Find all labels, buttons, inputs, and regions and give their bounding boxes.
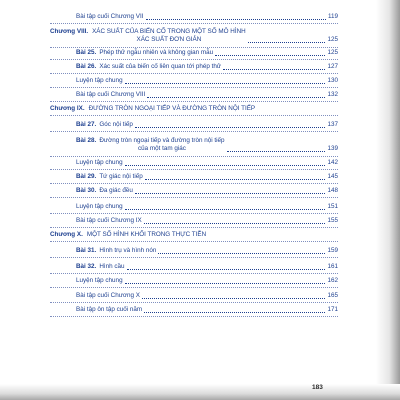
entry-page: 159: [327, 247, 338, 254]
lesson-number: Bài 27.: [76, 121, 97, 128]
toc-entry[interactable]: [76, 159, 338, 167]
toc-entry[interactable]: [76, 137, 338, 153]
lesson-number: Bài 31.: [76, 247, 97, 254]
entry-title: Bài tập cuối Chương IX: [76, 217, 142, 224]
toc-entry[interactable]: [76, 77, 338, 85]
lesson-number: Bài 30.: [76, 187, 97, 194]
page-edge-shadow: [376, 0, 400, 400]
dot-leader: [144, 312, 325, 313]
entry-page: 161: [327, 263, 338, 270]
chapter-title: MỘT SỐ HÌNH KHỐI TRONG THỰC TIỄN: [86, 231, 207, 238]
entry-title: Hình trụ và hình nón: [99, 247, 157, 254]
entry-page: 125: [327, 49, 338, 56]
separator: [50, 169, 338, 170]
lesson-number: Bài 28.: [76, 137, 97, 144]
toc-entry[interactable]: [76, 173, 338, 181]
toc-entry[interactable]: [76, 63, 338, 71]
dot-leader: [142, 298, 325, 299]
entry-title-line1: Đường tròn ngoại tiếp và đường tròn nội tiếp: [99, 137, 225, 144]
separator: [50, 287, 338, 288]
separator: [50, 227, 338, 228]
dot-leader: [227, 151, 326, 152]
entry-title: Bài tập cuối Chương VIII: [76, 91, 146, 98]
entry-page: 151: [327, 203, 338, 210]
entry-title: Đa giác đều: [99, 187, 133, 194]
entry-page: 165: [327, 292, 338, 299]
entry-title: Bài tập ôn tập cuối năm: [76, 306, 143, 313]
entry-title: Góc nội tiếp: [99, 121, 133, 128]
separator: [50, 241, 338, 242]
separator: [50, 23, 338, 24]
entry-page: 127: [327, 63, 338, 70]
chapter-number: Chương VIII.: [50, 28, 89, 35]
chapter-title: [92, 28, 246, 44]
toc-entry[interactable]: [76, 121, 338, 129]
toc-entry[interactable]: [76, 292, 338, 300]
entry-title: Xác suất của biến cố liên quan tới phép thử: [99, 63, 222, 70]
chapter-number: Chương X.: [50, 231, 83, 238]
page-number: 183: [312, 384, 323, 391]
entry-title: Tứ giác nội tiếp: [99, 173, 143, 180]
page-bottom-shadow: [0, 384, 400, 400]
entry-page: 139: [327, 145, 338, 152]
separator: [50, 115, 338, 116]
entry-title: Bài tập cuối Chương X: [76, 292, 141, 299]
separator: [50, 73, 338, 74]
separator: [50, 302, 338, 303]
entry-title: [99, 137, 224, 153]
separator: [50, 87, 338, 88]
chapter-title-line2: XÁC SUẤT ĐƠN GIẢN: [136, 36, 202, 43]
entry-title: Luyện tập chung: [76, 77, 123, 84]
toc-entry[interactable]: [76, 49, 338, 57]
entry-page: 148: [327, 187, 338, 194]
chapter-heading[interactable]: [50, 28, 338, 44]
dot-leader: [144, 223, 326, 224]
toc-entry[interactable]: [76, 217, 338, 225]
entry-title: Hình cầu: [99, 263, 125, 270]
entry-title: Phép thử ngẫu nhiên và không gian mẫu: [99, 49, 214, 56]
separator: [50, 316, 338, 317]
lesson-number: Bài 26.: [76, 63, 97, 70]
entry-page: 155: [327, 217, 338, 224]
entry-page: 119: [327, 13, 338, 20]
chapter-heading[interactable]: [50, 231, 338, 239]
toc-entry[interactable]: [76, 277, 338, 285]
entry-page: 162: [327, 277, 338, 284]
separator: [50, 59, 338, 60]
dot-leader: [125, 209, 326, 210]
entry-page: 145: [327, 173, 338, 180]
toc-entry[interactable]: [76, 306, 338, 314]
dot-leader: [248, 42, 326, 43]
entry-title: Luyện tập chung: [76, 277, 123, 284]
dot-leader: [146, 19, 326, 20]
separator: [50, 197, 338, 198]
entry-page: 125: [327, 36, 338, 43]
dot-leader: [223, 69, 325, 70]
separator: [50, 131, 338, 132]
entry-page: 171: [327, 306, 338, 313]
dot-leader: [158, 253, 325, 254]
entry-page: 142: [327, 159, 338, 166]
entry-title: Luyện tập chung: [76, 159, 123, 166]
toc-entry[interactable]: [76, 263, 338, 271]
chapter-heading[interactable]: [50, 105, 338, 113]
separator: [50, 156, 338, 157]
dot-leader: [215, 55, 325, 56]
entry-page: 130: [327, 77, 338, 84]
entry-page: 132: [327, 91, 338, 98]
dot-leader: [127, 269, 326, 270]
dot-leader: [125, 283, 326, 284]
toc-entry[interactable]: [76, 187, 338, 195]
separator: [50, 101, 338, 102]
separator: [50, 213, 338, 214]
dot-leader: [135, 193, 326, 194]
lesson-number: Bài 32.: [76, 263, 97, 270]
toc-entry[interactable]: [76, 203, 338, 211]
separator: [50, 183, 338, 184]
separator: [50, 47, 338, 48]
lesson-number: Bài 25.: [76, 49, 97, 56]
dot-leader: [125, 83, 326, 84]
dot-leader: [145, 179, 326, 180]
separator: [50, 257, 338, 258]
toc-entry[interactable]: [76, 247, 338, 255]
entry-title-line2: của một tam giác: [137, 145, 186, 152]
entry-title: Bài tập cuối Chương VII: [76, 13, 144, 20]
separator: [50, 273, 338, 274]
chapter-number: Chương IX.: [50, 105, 85, 112]
chapter-title-line1: XÁC SUẤT CỦA BIẾN CỐ TRONG MỘT SỐ MÔ HÌNH: [92, 28, 246, 35]
lesson-number: Bài 29.: [76, 173, 97, 180]
dot-leader: [147, 97, 325, 98]
toc-entry[interactable]: [76, 13, 338, 21]
entry-title: Luyện tập chung: [76, 203, 123, 210]
dot-leader: [135, 127, 326, 128]
dot-leader: [125, 165, 326, 166]
toc-entry[interactable]: [76, 91, 338, 99]
chapter-title: ĐƯỜNG TRÒN NGOẠI TIẾP VÀ ĐƯỜNG TRÒN NỘI TIẾP: [88, 105, 256, 112]
entry-page: 137: [327, 121, 338, 128]
